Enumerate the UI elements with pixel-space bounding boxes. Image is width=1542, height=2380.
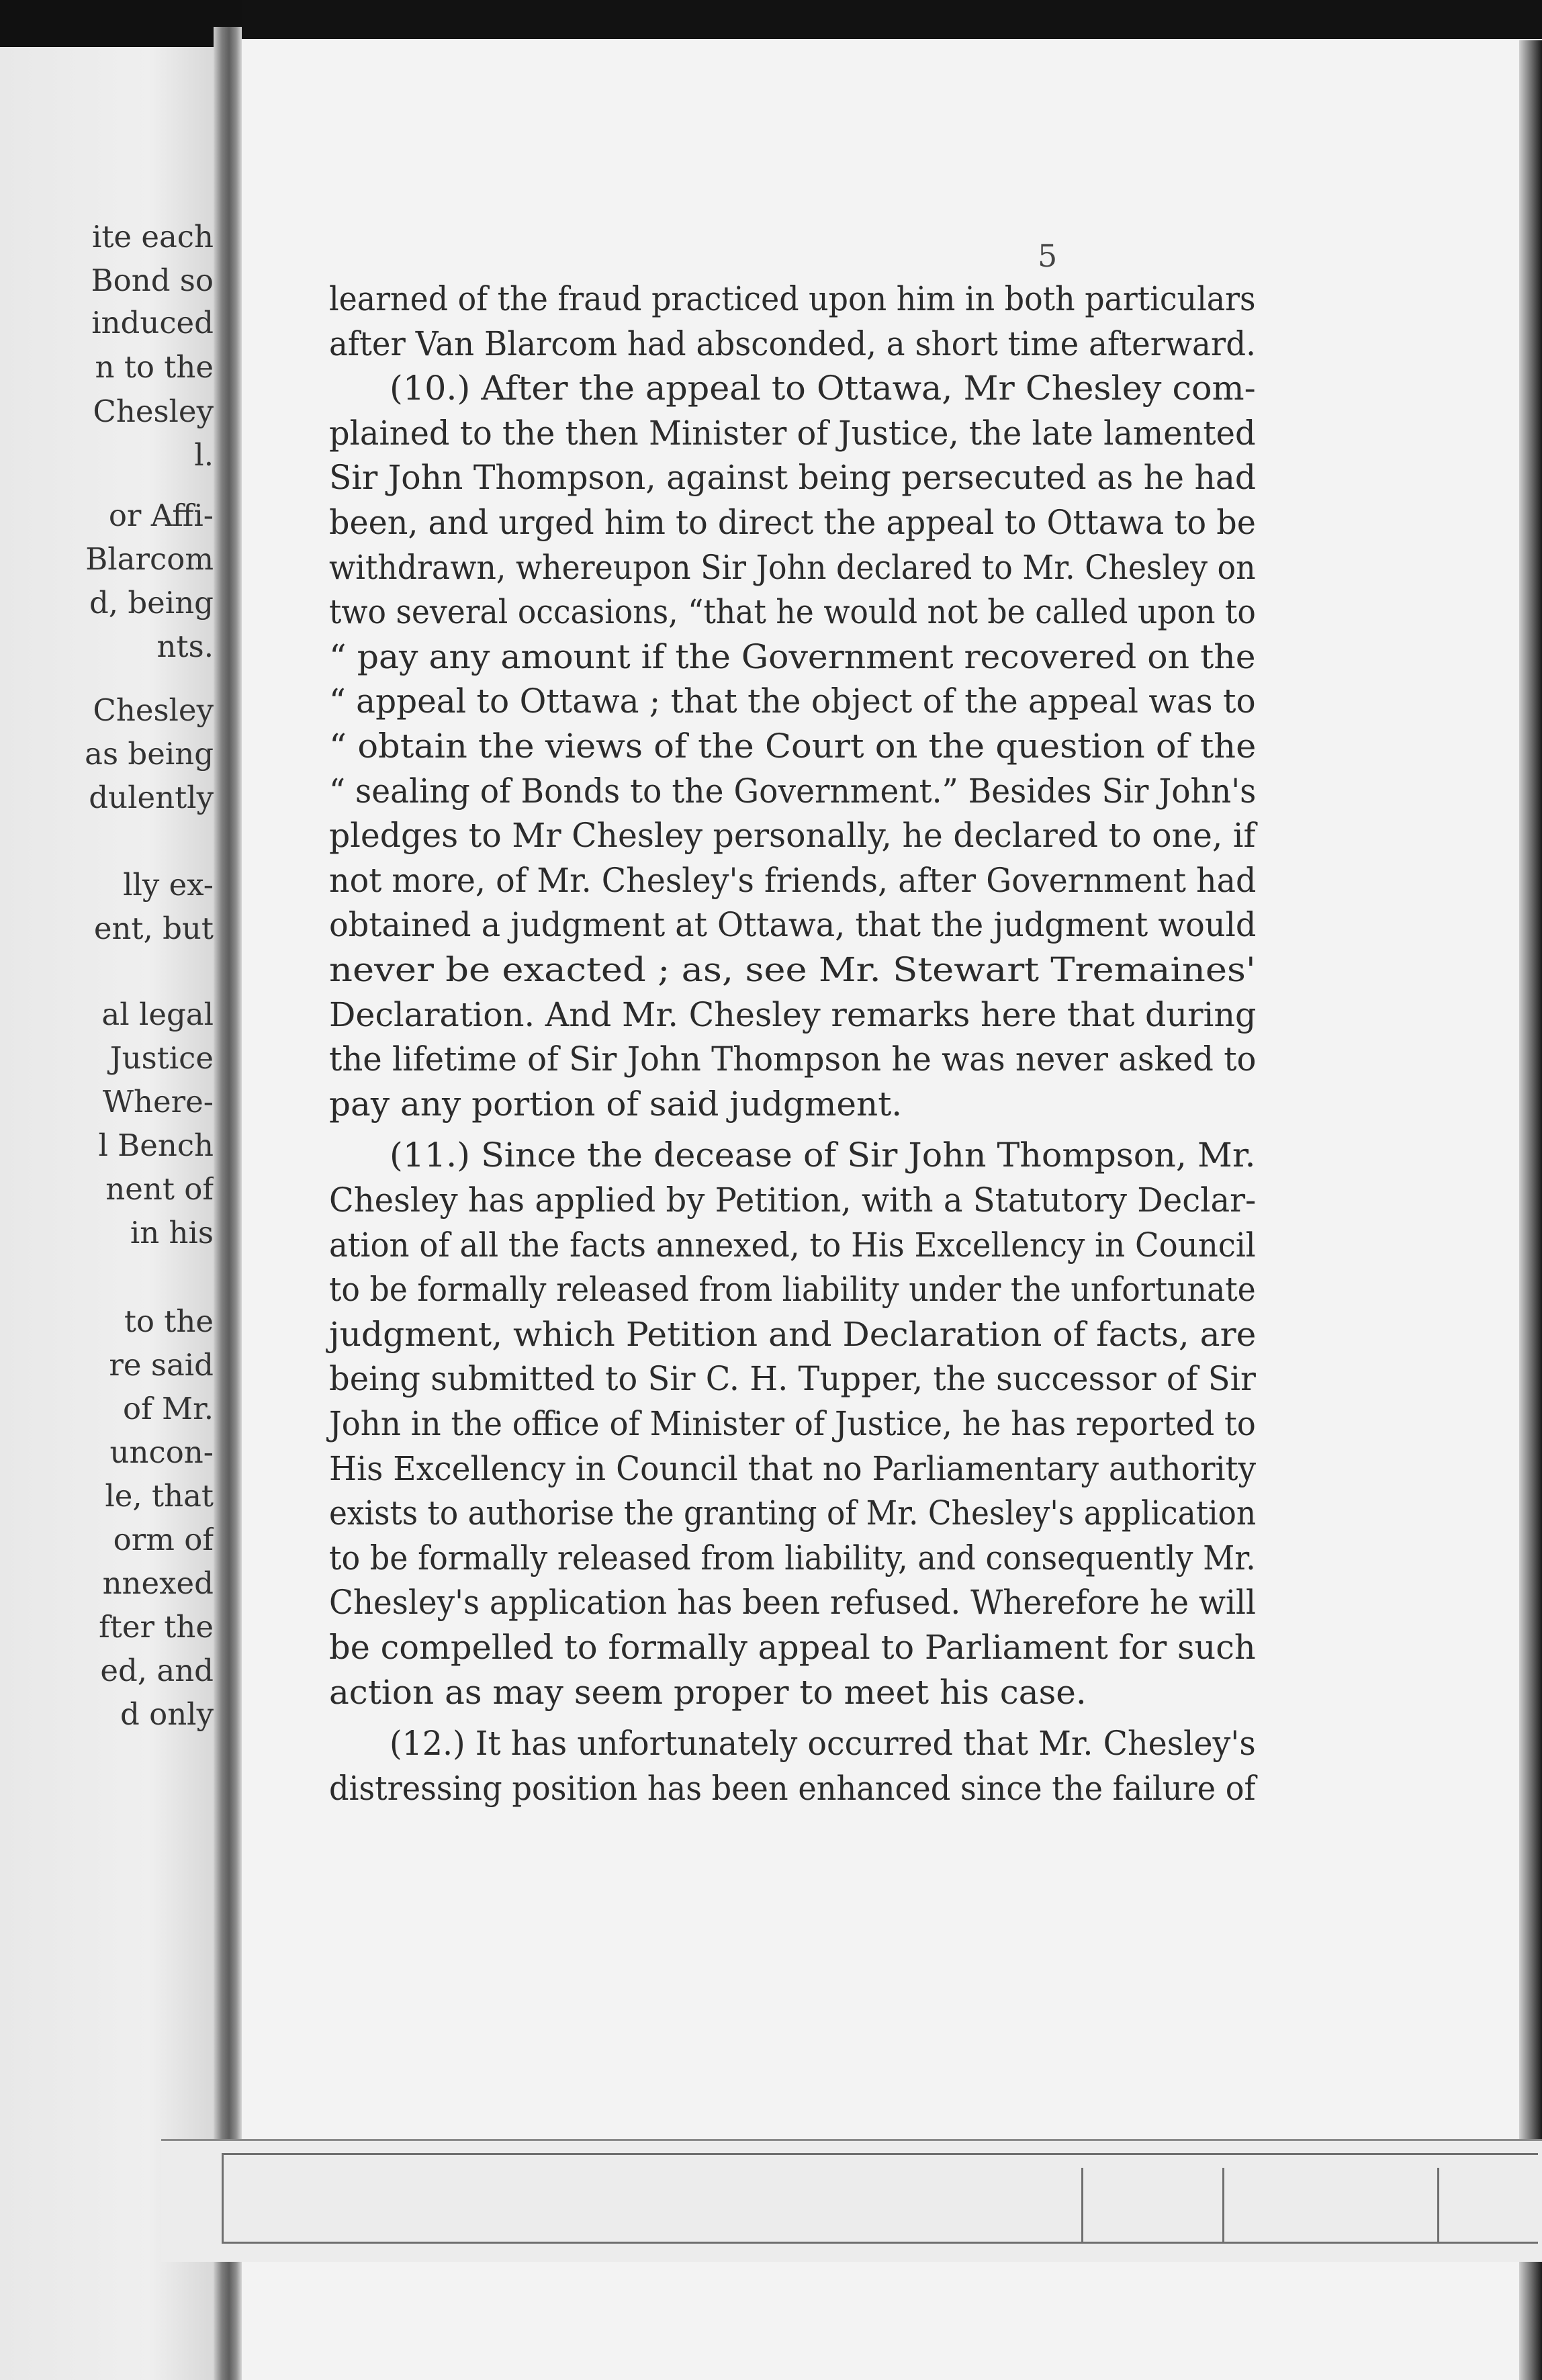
body-text-line: been, and urged him to direct the appeal to Ottawa to be — [329, 503, 1256, 542]
frame-rule — [222, 2153, 1538, 2155]
left-page-line: of Mr. — [123, 1391, 214, 1426]
left-page-line: Where- — [102, 1084, 214, 1119]
body-text-line: (10.) After the appeal to Ottawa, Mr Chesley com- — [390, 369, 1256, 408]
left-page-line: al legal — [101, 997, 214, 1032]
body-text-line: Chesley has applied by Petition, with a Statutory Declar- — [329, 1181, 1257, 1220]
body-text-line: Chesley's application has been refused. Wherefore he will — [329, 1583, 1256, 1622]
left-page-line: d only — [120, 1696, 214, 1732]
body-text-line: “ pay any amount if the Government recovered on the — [329, 637, 1256, 676]
frame-rule — [1437, 2168, 1439, 2242]
frame-rule — [1081, 2168, 1083, 2242]
left-page-line: n to the — [95, 349, 214, 385]
frame-rule — [222, 2242, 1538, 2244]
left-page-line: lly ex- — [123, 867, 214, 903]
body-text-line: never be exacted ; as, see Mr. Stewart Tremaines' — [329, 950, 1256, 989]
body-text-line: obtained a judgment at Ottawa, that the judgment would — [329, 905, 1257, 945]
body-text-line: pay any portion of said judgment. — [329, 1084, 903, 1124]
body-text-line: John in the office of Minister of Justice, he has reported to — [329, 1404, 1256, 1443]
left-page-line: Bond so — [91, 263, 214, 298]
left-page-line: ite each — [91, 219, 214, 255]
frame-rule — [1222, 2168, 1224, 2242]
body-text-line: His Excellency in Council that no Parliamentary authority — [329, 1449, 1257, 1488]
body-text-line: not more, of Mr. Chesley's friends, after Government had — [329, 860, 1257, 900]
left-page-line: to the — [124, 1303, 214, 1339]
left-page-line: in his — [130, 1215, 214, 1250]
body-text-line: the lifetime of Sir John Thompson he was never asked to — [329, 1040, 1257, 1079]
left-page-line: Chesley — [93, 692, 214, 728]
body-text-line: to be formally released from liability under the unfortunate — [329, 1270, 1256, 1310]
body-text-line: “ sealing of Bonds to the Government.” Besides Sir John's — [329, 771, 1257, 811]
frame-rule — [222, 2153, 224, 2244]
left-page-line: dulently — [89, 780, 214, 815]
scan-top-edge — [242, 0, 1542, 40]
right-page — [242, 39, 1542, 2380]
body-text-line: pledges to Mr Chesley personally, he declared to one, if — [329, 816, 1256, 856]
left-page-line: uncon- — [109, 1434, 214, 1470]
body-text-line: judgment, which Petition and Declaration of facts, are — [329, 1314, 1257, 1354]
body-text-line: after Van Blarcom had absconded, a short time afterward. — [329, 324, 1256, 363]
body-text-line: action as may seem proper to meet his case. — [329, 1672, 1087, 1712]
left-page-line: re said — [109, 1347, 214, 1383]
left-page-line: fter the — [99, 1609, 214, 1645]
body-text-line: (11.) Since the decease of Sir John Thompson, Mr. — [390, 1136, 1256, 1175]
body-text-line: exists to authorise the granting of Mr. Chesley's application — [329, 1494, 1257, 1533]
body-text-line: be compelled to formally appeal to Parliament for such — [329, 1628, 1256, 1667]
scan-right-edge — [1519, 40, 1542, 2380]
left-page-line: Justice — [109, 1040, 214, 1076]
left-page-line: l Bench — [98, 1128, 214, 1163]
left-page-line: le, that — [105, 1478, 214, 1514]
left-page-line: ed, and — [100, 1653, 214, 1688]
left-page-line: nent of — [105, 1171, 214, 1207]
left-page-line: d, being — [89, 585, 214, 621]
body-text-line: two several occasions, “that he would not be called upon to — [329, 592, 1256, 632]
left-page-line: as being — [85, 736, 214, 772]
body-text-line: “ obtain the views of the Court on the question of the — [329, 727, 1257, 766]
body-text-line: to be formally released from liability, and consequently Mr. — [329, 1538, 1256, 1577]
body-text-line: distressing position has been enhanced since the failure of — [329, 1768, 1256, 1808]
left-page-line: Chesley — [93, 394, 214, 429]
body-text-line: ation of all the facts annexed, to His Excellency in Council — [329, 1225, 1256, 1265]
body-text-line: plained to the then Minister of Justice, the late lamented — [329, 413, 1256, 453]
body-text-line: learned of the fraud practiced upon him in both particulars — [329, 279, 1256, 318]
left-page-line: nts. — [156, 629, 214, 664]
body-text-line: Sir John Thompson, against being persecuted as he had — [329, 458, 1257, 498]
left-page-line: l. — [194, 437, 214, 473]
body-text-line: withdrawn, whereupon Sir John declared to Mr. Chesley on — [329, 547, 1256, 587]
left-page-line: orm of — [113, 1522, 214, 1557]
binding-frame — [161, 2139, 1542, 2262]
left-page-line: nnexed — [102, 1565, 214, 1601]
left-facing-page — [0, 47, 214, 2380]
body-text-line: (12.) It has unfortunately occurred that Mr. Chesley's — [390, 1724, 1256, 1764]
body-text-line: “ appeal to Ottawa ; that the object of the appeal was to — [329, 682, 1256, 721]
page-number: 5 — [1038, 238, 1058, 274]
body-text-line: Declaration. And Mr. Chesley remarks here that during — [329, 995, 1257, 1034]
left-page-line: ent, but — [93, 911, 214, 946]
body-text-line: being submitted to Sir C. H. Tupper, the successor of Sir — [329, 1359, 1256, 1399]
left-page-line: Blarcom — [85, 541, 214, 577]
left-page-line: induced — [91, 305, 214, 340]
book-gutter — [214, 27, 242, 2380]
left-page-line: or Affi- — [108, 498, 214, 533]
